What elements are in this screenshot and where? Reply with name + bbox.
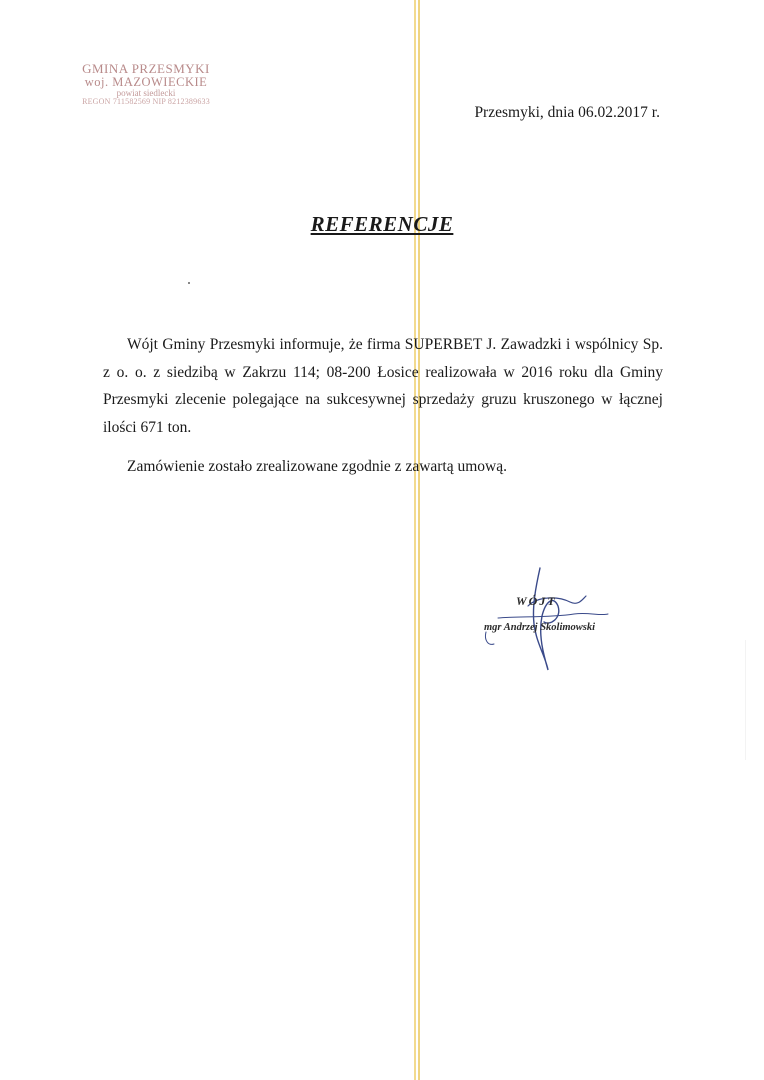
scan-artifact-line xyxy=(414,0,416,1080)
body-paragraph-1: Wójt Gminy Przesmyki informuje, że firma SUPERBET J. Zawadzki i wspólnicy Sp. z o. o. z siedzibą w Zakrzu 114; 08-200 Łosice realizowała w 2016 roku dla Gminy Przesmyki zlecenie polegające na sukcesywnej sprzedaży gruzu kruszonego w łącznej ilości 671 ton. xyxy=(103,336,663,436)
signature-block xyxy=(478,566,628,676)
document-title: REFERENCJE xyxy=(310,212,454,236)
stamp-line-3: powiat siedlecki xyxy=(116,87,176,98)
stamp-line-2: woj. MAZOWIECKIE xyxy=(84,74,208,89)
scan-artifact-line xyxy=(418,0,420,1080)
place-and-date: Przesmyki, dnia 06.02.2017 r. xyxy=(474,104,660,121)
scan-speck xyxy=(188,282,190,284)
document-body xyxy=(103,331,663,481)
body-paragraph-2: Zamówienie zostało zrealizowane zgodnie z zawartą umową. xyxy=(127,458,507,475)
stamp-line-1: GMINA PRZESMYKI xyxy=(82,61,210,76)
handwritten-signature xyxy=(478,566,628,676)
office-stamp xyxy=(56,62,236,107)
signatory-name: mgr Andrzej Skolimowski xyxy=(484,622,596,633)
stamp-line-4: REGON 711582569 NIP 8212389633 xyxy=(82,97,210,107)
signatory-title: WÓJT xyxy=(516,594,557,608)
scan-artifact-line xyxy=(745,640,746,760)
